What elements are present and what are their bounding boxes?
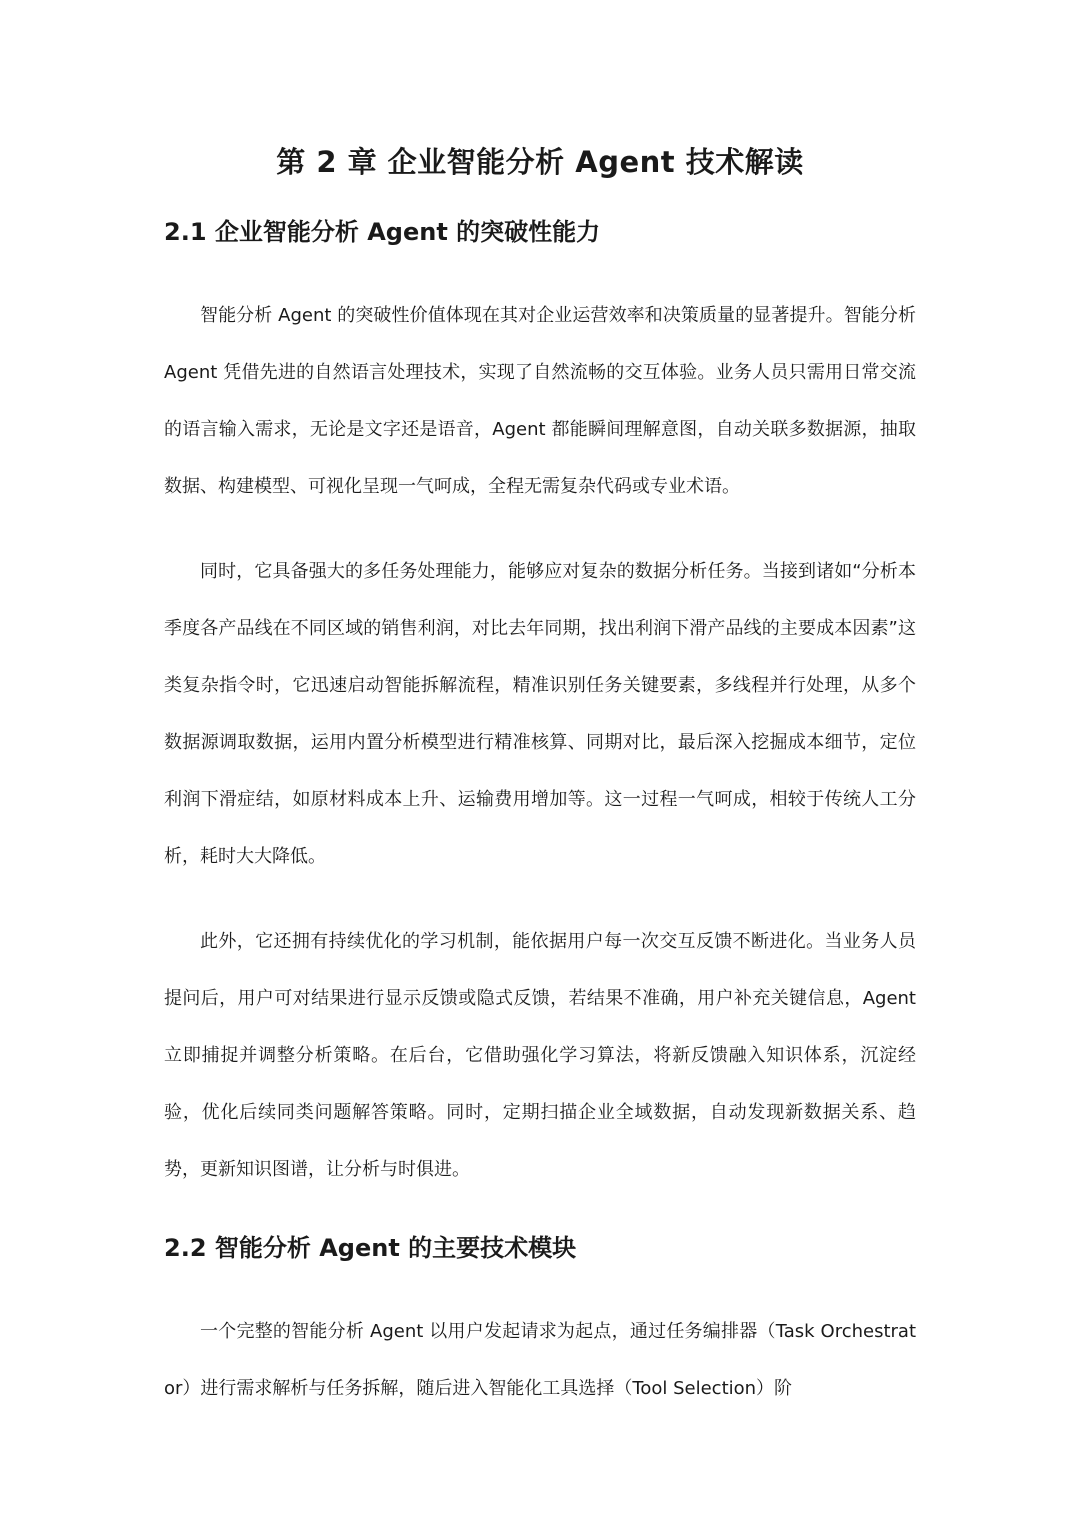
paragraph-technical-modules-intro: 一个完整的智能分析 Agent 以用户发起请求为起点，通过任务编排器（Task Orchestrator）进行需求解析与任务拆解，随后进入智能化工具选择（Tool Selection）阶 (164, 1321, 916, 1399)
paragraph-learning-mechanism: 此外，它还拥有持续优化的学习机制，能依据用户每一次交互反馈不断进化。当业务人员提问后，用户可对结果进行显示反馈或隐式反馈，若结果不准确，用户补充关键信息，Agent 立即捕捉并调整分析策略。在后台，它借助强化学习算法，将新反馈融入知识体系，沉淀经验，优化后续同类问题解答策略。同时，定期扫描企业全域数据，自动发现新数据关系、趋势，更新知识图谱，让分析与时俱进。 (164, 931, 916, 1180)
paragraph-multitask-capability: 同时，它具备强大的多任务处理能力，能够应对复杂的数据分析任务。当接到诸如“分析本季度各产品线在不同区域的销售利润，对比去年同期，找出利润下滑产品线的主要成本因素”这类复杂指令时，它迅速启动智能拆解流程，精准识别任务关键要素，多线程并行处理，从多个数据源调取数据，运用内置分析模型进行精准核算、同期对比，最后深入挖掘成本细节，定位利润下滑症结，如原材料成本上升、运输费用增加等。这一过程一气呵成，相较于传统人工分析，耗时大大降低。 (164, 561, 916, 867)
chapter-title: 第 2 章 企业智能分析 Agent 技术解读 (276, 145, 804, 179)
section-heading-2-1: 2.1 企业智能分析 Agent 的突破性能力 (164, 218, 601, 246)
section-heading-2-2: 2.2 智能分析 Agent 的主要技术模块 (164, 1234, 577, 1262)
document-body (164, 140, 916, 1417)
paragraph-breakthrough-value: 智能分析 Agent 的突破性价值体现在其对企业运营效率和决策质量的显著提升。智能分析 Agent 凭借先进的自然语言处理技术，实现了自然流畅的交互体验。业务人员只需用日常交流的语言输入需求，无论是文字还是语音，Agent 都能瞬间理解意图，自动关联多数据源，抽取数据、构建模型、可视化呈现一气呵成，全程无需复杂代码或专业术语。 (164, 305, 916, 497)
